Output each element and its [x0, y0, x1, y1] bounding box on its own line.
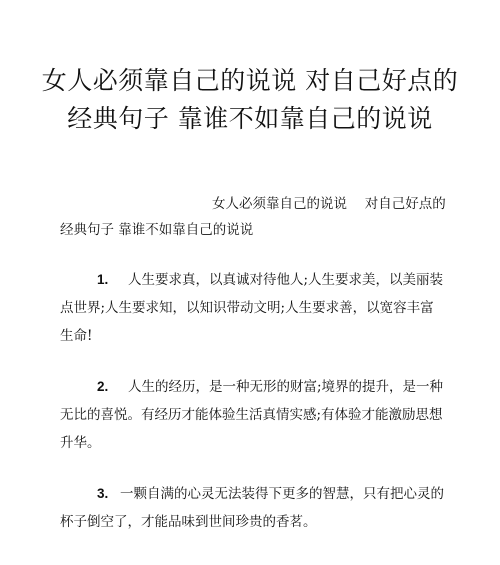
item-3-number: 3.: [97, 486, 109, 501]
document-title-line-2: 经典句子 靠谁不如靠自己的说说: [67, 104, 433, 133]
document-title-line-1: 女人必须靠自己的说说 对自己好点的: [41, 66, 459, 95]
subtitle-line-1: 女人必须靠自己的说说 对自己好点的: [212, 196, 446, 212]
item-1-line-2: 点世界;人生要求知，以知识带动文明;人生要求善，以宽容丰富: [60, 300, 434, 316]
item-2-line-2: 无比的喜悦。有经历才能体验生活真情实感;有体验才能激励思想: [60, 407, 443, 423]
item-1-line-1: 人生要求真，以真诚对待他人;人生要求美，以美丽装: [128, 272, 444, 288]
item-2-line-1: 人生的经历，是一种无形的财富;境界的提升，是一种: [128, 379, 444, 395]
item-1-line-3: 生命!: [60, 328, 93, 344]
item-2-number: 2.: [97, 379, 109, 394]
item-3-line-2: 杯子倒空了，才能品味到世间珍贵的香茗。: [60, 514, 317, 530]
subtitle-line-2: 经典句子 靠谁不如靠自己的说说: [60, 222, 254, 238]
item-2-line-3: 升华。: [60, 435, 101, 451]
item-3-line-1: 一颗自满的心灵无法装得下更多的智慧，只有把心灵的: [120, 486, 444, 502]
item-1-number: 1.: [97, 272, 109, 287]
